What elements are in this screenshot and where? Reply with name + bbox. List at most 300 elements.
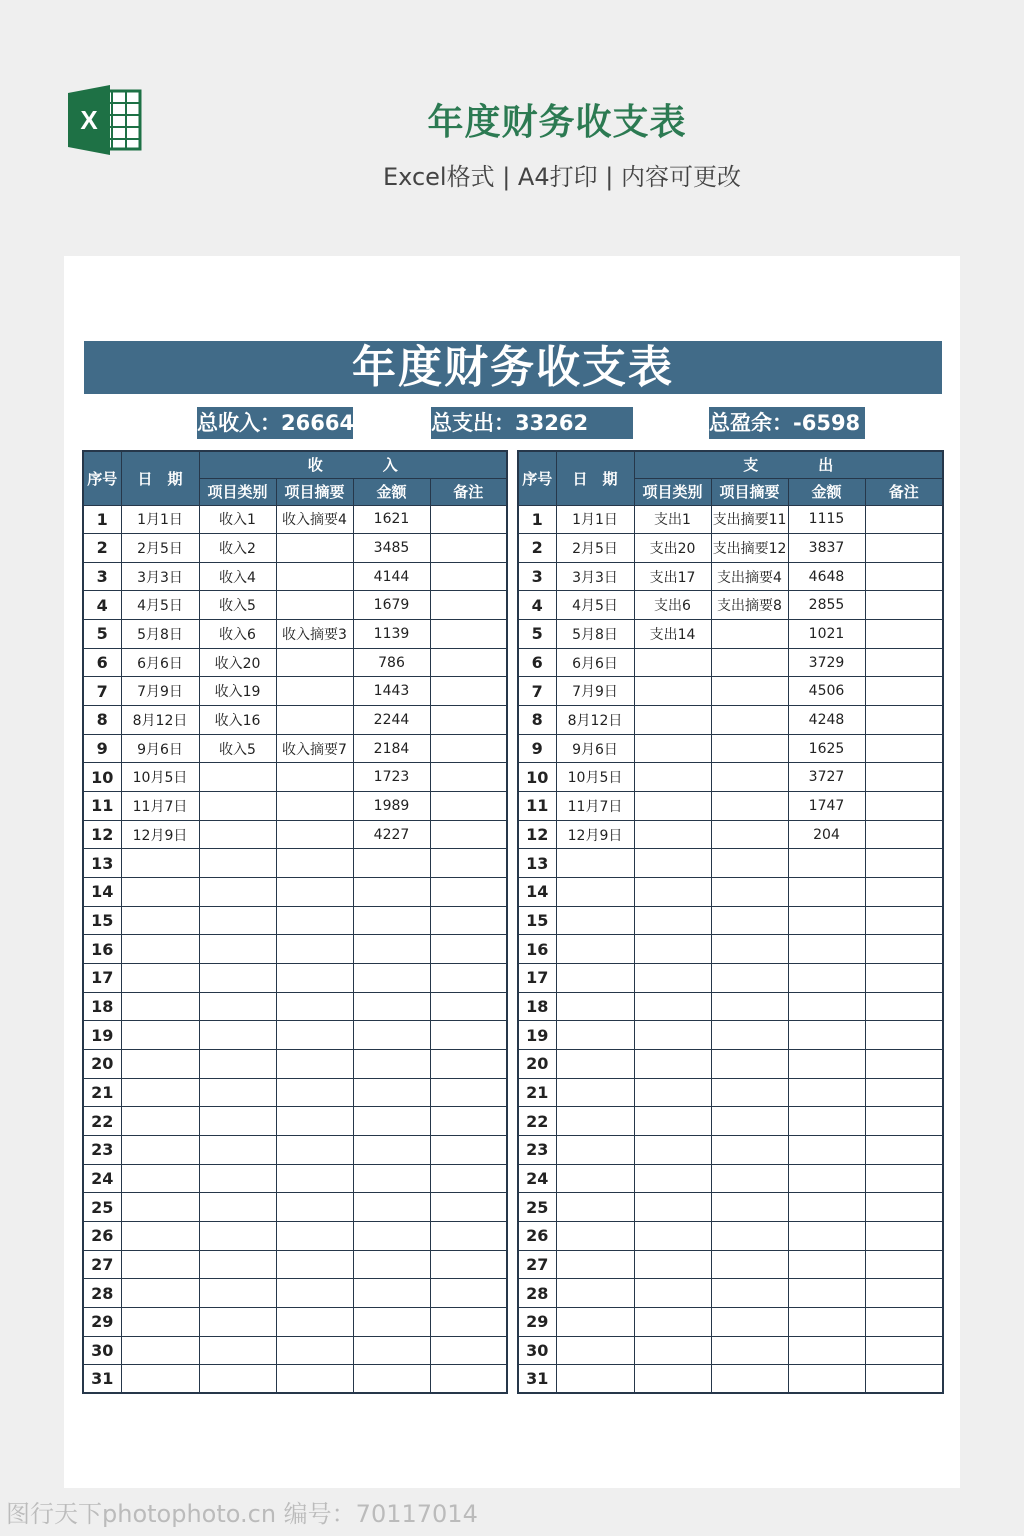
cell-amount[interactable]: 1139 [353,620,430,649]
cell-category[interactable] [199,878,276,907]
cell-summary[interactable] [711,964,788,993]
cell-n[interactable]: 2 [518,534,556,563]
cell-amount[interactable]: 3727 [788,763,865,792]
cell-n[interactable]: 9 [83,734,121,763]
cell-summary[interactable]: 收入摘要3 [276,620,353,649]
cell-n[interactable]: 17 [83,964,121,993]
cell-date[interactable] [121,1135,199,1164]
cell-summary[interactable] [276,1135,353,1164]
cell-category[interactable]: 收入1 [199,505,276,534]
cell-note[interactable] [865,1107,943,1136]
cell-summary[interactable] [711,792,788,821]
cell-amount[interactable]: 2855 [788,591,865,620]
cell-date[interactable]: 12月9日 [556,820,634,849]
cell-n[interactable]: 16 [518,935,556,964]
cell-category[interactable] [199,1250,276,1279]
cell-date[interactable]: 8月12日 [121,706,199,735]
cell-note[interactable] [430,1221,507,1250]
cell-category[interactable] [199,820,276,849]
cell-note[interactable] [865,849,943,878]
cell-note[interactable] [865,763,943,792]
cell-note[interactable] [865,792,943,821]
cell-note[interactable] [430,534,507,563]
cell-note[interactable] [430,935,507,964]
cell-n[interactable]: 26 [83,1221,121,1250]
cell-note[interactable] [865,1021,943,1050]
cell-amount[interactable] [353,964,430,993]
cell-category[interactable] [199,992,276,1021]
cell-date[interactable] [556,1336,634,1365]
cell-n[interactable]: 19 [518,1021,556,1050]
cell-amount[interactable]: 1621 [353,505,430,534]
cell-amount[interactable] [788,1135,865,1164]
cell-summary[interactable] [276,992,353,1021]
cell-amount[interactable]: 3485 [353,534,430,563]
cell-n[interactable]: 28 [83,1279,121,1308]
cell-date[interactable]: 11月7日 [121,792,199,821]
cell-note[interactable] [865,1279,943,1308]
cell-n[interactable]: 13 [83,849,121,878]
cell-category[interactable] [634,1279,711,1308]
cell-n[interactable]: 17 [518,964,556,993]
cell-n[interactable]: 20 [83,1049,121,1078]
cell-category[interactable]: 收入5 [199,591,276,620]
cell-n[interactable]: 19 [83,1021,121,1050]
cell-note[interactable] [865,935,943,964]
cell-summary[interactable] [711,1164,788,1193]
cell-category[interactable]: 支出17 [634,562,711,591]
cell-category[interactable] [634,763,711,792]
cell-date[interactable] [121,1336,199,1365]
cell-amount[interactable] [788,1107,865,1136]
cell-category[interactable]: 支出14 [634,620,711,649]
cell-note[interactable] [430,763,507,792]
cell-category[interactable] [199,964,276,993]
cell-amount[interactable]: 1115 [788,505,865,534]
cell-summary[interactable] [276,935,353,964]
cell-summary[interactable]: 支出摘要8 [711,591,788,620]
cell-date[interactable]: 3月3日 [556,562,634,591]
cell-date[interactable] [121,992,199,1021]
cell-n[interactable]: 7 [518,677,556,706]
cell-note[interactable] [865,1164,943,1193]
cell-summary[interactable] [711,992,788,1021]
cell-n[interactable]: 15 [518,906,556,935]
cell-n[interactable]: 27 [83,1250,121,1279]
cell-note[interactable] [430,562,507,591]
cell-note[interactable] [430,1336,507,1365]
cell-date[interactable] [121,1279,199,1308]
cell-note[interactable] [430,620,507,649]
cell-date[interactable] [121,1049,199,1078]
cell-n[interactable]: 24 [83,1164,121,1193]
cell-date[interactable] [121,1193,199,1222]
cell-note[interactable] [865,1135,943,1164]
cell-note[interactable] [430,505,507,534]
cell-category[interactable] [634,792,711,821]
cell-note[interactable] [430,1250,507,1279]
cell-date[interactable]: 4月5日 [121,591,199,620]
cell-category[interactable] [199,1336,276,1365]
cell-summary[interactable] [711,1135,788,1164]
cell-amount[interactable] [353,1221,430,1250]
cell-category[interactable] [634,1049,711,1078]
cell-amount[interactable]: 1021 [788,620,865,649]
cell-amount[interactable] [353,1049,430,1078]
cell-date[interactable]: 2月5日 [121,534,199,563]
cell-category[interactable] [199,792,276,821]
cell-n[interactable]: 26 [518,1221,556,1250]
cell-n[interactable]: 28 [518,1279,556,1308]
cell-date[interactable] [556,935,634,964]
cell-amount[interactable]: 1747 [788,792,865,821]
cell-amount[interactable]: 786 [353,648,430,677]
cell-summary[interactable] [276,1336,353,1365]
cell-n[interactable]: 10 [518,763,556,792]
cell-n[interactable]: 16 [83,935,121,964]
cell-category[interactable] [199,1021,276,1050]
cell-category[interactable] [634,706,711,735]
cell-amount[interactable]: 1723 [353,763,430,792]
cell-category[interactable] [634,849,711,878]
cell-category[interactable] [634,1193,711,1222]
cell-note[interactable] [865,1078,943,1107]
cell-date[interactable]: 6月6日 [121,648,199,677]
cell-amount[interactable]: 1679 [353,591,430,620]
cell-date[interactable]: 9月6日 [556,734,634,763]
cell-n[interactable]: 12 [518,820,556,849]
cell-note[interactable] [865,820,943,849]
cell-note[interactable] [865,992,943,1021]
cell-amount[interactable]: 4227 [353,820,430,849]
cell-date[interactable] [556,1365,634,1394]
cell-amount[interactable] [788,1021,865,1050]
cell-amount[interactable] [353,878,430,907]
cell-category[interactable]: 收入5 [199,734,276,763]
cell-n[interactable]: 5 [518,620,556,649]
cell-note[interactable] [430,1021,507,1050]
cell-amount[interactable] [788,1307,865,1336]
cell-category[interactable] [634,935,711,964]
cell-n[interactable]: 11 [83,792,121,821]
cell-n[interactable]: 22 [518,1107,556,1136]
cell-summary[interactable] [711,1336,788,1365]
cell-summary[interactable]: 支出摘要4 [711,562,788,591]
cell-date[interactable] [121,1164,199,1193]
cell-summary[interactable] [276,763,353,792]
cell-date[interactable] [556,1193,634,1222]
cell-note[interactable] [430,1193,507,1222]
cell-date[interactable] [556,1135,634,1164]
cell-date[interactable] [121,1107,199,1136]
cell-date[interactable] [121,1021,199,1050]
cell-note[interactable] [430,1107,507,1136]
cell-amount[interactable] [353,1164,430,1193]
cell-category[interactable]: 收入4 [199,562,276,591]
cell-n[interactable]: 7 [83,677,121,706]
cell-n[interactable]: 9 [518,734,556,763]
cell-amount[interactable] [788,1365,865,1394]
cell-note[interactable] [865,1336,943,1365]
cell-summary[interactable] [711,763,788,792]
cell-amount[interactable] [788,849,865,878]
cell-n[interactable]: 25 [518,1193,556,1222]
cell-date[interactable]: 10月5日 [121,763,199,792]
cell-category[interactable]: 收入19 [199,677,276,706]
cell-n[interactable]: 31 [518,1365,556,1394]
cell-date[interactable]: 7月9日 [556,677,634,706]
cell-category[interactable] [634,992,711,1021]
cell-category[interactable] [199,1107,276,1136]
cell-date[interactable] [121,849,199,878]
cell-summary[interactable] [711,1049,788,1078]
cell-summary[interactable] [711,620,788,649]
cell-n[interactable]: 27 [518,1250,556,1279]
cell-note[interactable] [430,1279,507,1308]
cell-n[interactable]: 13 [518,849,556,878]
cell-summary[interactable] [276,706,353,735]
cell-n[interactable]: 2 [83,534,121,563]
cell-category[interactable] [199,849,276,878]
cell-summary[interactable] [711,1221,788,1250]
cell-date[interactable] [121,935,199,964]
cell-note[interactable] [430,1307,507,1336]
cell-summary[interactable] [711,849,788,878]
cell-summary[interactable]: 支出摘要11 [711,505,788,534]
cell-amount[interactable] [353,1135,430,1164]
cell-summary[interactable] [711,706,788,735]
cell-category[interactable] [634,1135,711,1164]
cell-note[interactable] [865,1307,943,1336]
cell-summary[interactable] [276,648,353,677]
cell-date[interactable] [556,878,634,907]
cell-note[interactable] [430,964,507,993]
cell-n[interactable]: 6 [83,648,121,677]
cell-note[interactable] [430,677,507,706]
cell-category[interactable] [634,1021,711,1050]
cell-n[interactable]: 21 [518,1078,556,1107]
cell-summary[interactable] [276,1021,353,1050]
cell-date[interactable] [556,1107,634,1136]
cell-summary[interactable] [276,1221,353,1250]
cell-note[interactable] [865,1365,943,1394]
cell-date[interactable] [556,964,634,993]
cell-date[interactable] [121,1307,199,1336]
cell-summary[interactable]: 收入摘要7 [276,734,353,763]
cell-n[interactable]: 15 [83,906,121,935]
cell-amount[interactable]: 2184 [353,734,430,763]
cell-category[interactable] [199,1279,276,1308]
cell-amount[interactable] [353,1078,430,1107]
cell-amount[interactable]: 204 [788,820,865,849]
cell-amount[interactable]: 3729 [788,648,865,677]
cell-n[interactable]: 10 [83,763,121,792]
cell-category[interactable]: 收入2 [199,534,276,563]
cell-summary[interactable] [711,1279,788,1308]
cell-amount[interactable] [353,1336,430,1365]
cell-n[interactable]: 4 [83,591,121,620]
cell-note[interactable] [865,677,943,706]
cell-n[interactable]: 29 [83,1307,121,1336]
cell-amount[interactable] [353,1107,430,1136]
cell-summary[interactable] [711,1193,788,1222]
cell-amount[interactable] [353,1193,430,1222]
cell-n[interactable]: 14 [83,878,121,907]
cell-n[interactable]: 1 [518,505,556,534]
cell-category[interactable] [634,1307,711,1336]
cell-date[interactable]: 5月8日 [556,620,634,649]
cell-summary[interactable] [276,1279,353,1308]
cell-summary[interactable] [276,1078,353,1107]
cell-note[interactable] [865,534,943,563]
cell-note[interactable] [865,1193,943,1222]
cell-category[interactable] [634,1107,711,1136]
cell-category[interactable] [634,1365,711,1394]
cell-n[interactable]: 24 [518,1164,556,1193]
cell-date[interactable] [556,1250,634,1279]
cell-note[interactable] [865,505,943,534]
cell-amount[interactable]: 4144 [353,562,430,591]
cell-n[interactable]: 5 [83,620,121,649]
cell-date[interactable] [556,1078,634,1107]
cell-summary[interactable] [276,1107,353,1136]
cell-amount[interactable]: 4648 [788,562,865,591]
cell-amount[interactable] [788,992,865,1021]
cell-category[interactable] [199,1365,276,1394]
cell-summary[interactable] [711,1021,788,1050]
cell-category[interactable]: 收入6 [199,620,276,649]
cell-date[interactable]: 1月1日 [121,505,199,534]
cell-summary[interactable] [711,734,788,763]
cell-date[interactable]: 7月9日 [121,677,199,706]
cell-amount[interactable]: 1989 [353,792,430,821]
cell-category[interactable] [199,935,276,964]
cell-amount[interactable] [788,1279,865,1308]
cell-note[interactable] [430,792,507,821]
cell-note[interactable] [865,1049,943,1078]
cell-note[interactable] [430,648,507,677]
cell-note[interactable] [430,706,507,735]
cell-category[interactable]: 支出1 [634,505,711,534]
cell-date[interactable]: 2月5日 [556,534,634,563]
cell-n[interactable]: 8 [518,706,556,735]
cell-n[interactable]: 4 [518,591,556,620]
cell-summary[interactable] [711,1307,788,1336]
cell-note[interactable] [865,562,943,591]
cell-category[interactable]: 支出20 [634,534,711,563]
cell-note[interactable] [430,734,507,763]
cell-note[interactable] [865,734,943,763]
cell-category[interactable] [634,820,711,849]
cell-category[interactable]: 支出6 [634,591,711,620]
cell-note[interactable] [430,1365,507,1394]
cell-amount[interactable] [788,1336,865,1365]
cell-summary[interactable] [276,1049,353,1078]
cell-summary[interactable] [276,820,353,849]
cell-n[interactable]: 30 [83,1336,121,1365]
cell-date[interactable]: 8月12日 [556,706,634,735]
cell-amount[interactable] [353,849,430,878]
cell-summary[interactable] [276,849,353,878]
cell-summary[interactable] [276,591,353,620]
cell-category[interactable] [634,1221,711,1250]
cell-summary[interactable] [276,878,353,907]
cell-note[interactable] [430,1135,507,1164]
cell-date[interactable]: 6月6日 [556,648,634,677]
cell-amount[interactable]: 3837 [788,534,865,563]
cell-summary[interactable] [276,677,353,706]
cell-n[interactable]: 3 [518,562,556,591]
cell-amount[interactable] [788,935,865,964]
cell-category[interactable] [199,1193,276,1222]
cell-n[interactable]: 14 [518,878,556,907]
cell-category[interactable] [634,648,711,677]
cell-summary[interactable]: 支出摘要12 [711,534,788,563]
cell-date[interactable]: 3月3日 [121,562,199,591]
cell-n[interactable]: 11 [518,792,556,821]
cell-note[interactable] [865,620,943,649]
cell-summary[interactable] [276,1164,353,1193]
cell-date[interactable] [121,964,199,993]
cell-date[interactable] [556,1021,634,1050]
cell-n[interactable]: 29 [518,1307,556,1336]
cell-category[interactable] [199,1135,276,1164]
cell-n[interactable]: 25 [83,1193,121,1222]
cell-date[interactable]: 10月5日 [556,763,634,792]
cell-n[interactable]: 12 [83,820,121,849]
cell-n[interactable]: 30 [518,1336,556,1365]
cell-summary[interactable] [276,1193,353,1222]
cell-note[interactable] [865,706,943,735]
cell-n[interactable]: 6 [518,648,556,677]
cell-note[interactable] [865,648,943,677]
cell-category[interactable] [634,1078,711,1107]
cell-amount[interactable] [353,935,430,964]
cell-category[interactable] [634,734,711,763]
cell-note[interactable] [865,1221,943,1250]
cell-n[interactable]: 21 [83,1078,121,1107]
cell-summary[interactable] [711,1078,788,1107]
cell-category[interactable] [199,906,276,935]
cell-note[interactable] [865,591,943,620]
cell-n[interactable]: 23 [518,1135,556,1164]
cell-date[interactable] [121,1221,199,1250]
cell-category[interactable]: 收入20 [199,648,276,677]
cell-n[interactable]: 31 [83,1365,121,1394]
cell-note[interactable] [430,1078,507,1107]
cell-note[interactable] [865,906,943,935]
cell-summary[interactable] [711,1107,788,1136]
cell-date[interactable] [556,1049,634,1078]
cell-n[interactable]: 3 [83,562,121,591]
cell-category[interactable] [634,1336,711,1365]
cell-note[interactable] [430,992,507,1021]
cell-date[interactable] [121,906,199,935]
cell-summary[interactable] [711,648,788,677]
cell-summary[interactable]: 收入摘要4 [276,505,353,534]
cell-amount[interactable] [788,1193,865,1222]
cell-category[interactable] [199,763,276,792]
cell-note[interactable] [430,849,507,878]
cell-category[interactable] [199,1164,276,1193]
cell-date[interactable] [556,1279,634,1308]
cell-date[interactable] [121,1078,199,1107]
cell-summary[interactable] [276,792,353,821]
cell-category[interactable] [634,906,711,935]
cell-amount[interactable]: 1625 [788,734,865,763]
cell-date[interactable]: 5月8日 [121,620,199,649]
cell-summary[interactable] [276,562,353,591]
